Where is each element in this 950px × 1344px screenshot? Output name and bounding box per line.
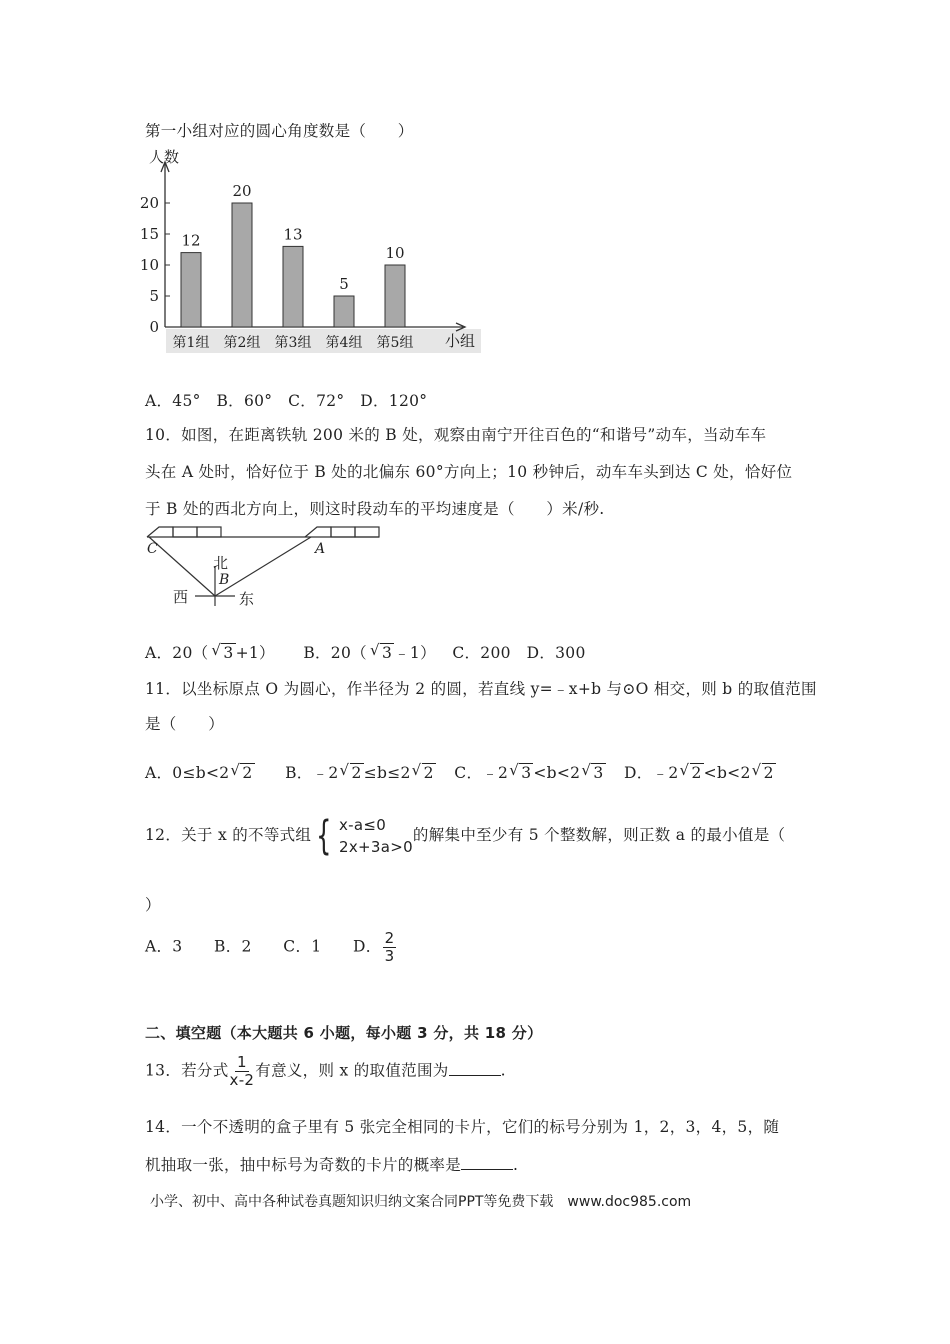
- q10-line-3: 于 B 处的西北方向上，则这时段动车的平均速度是（ ）米/秒.: [145, 500, 605, 518]
- q12-pre: 12．关于 x 的不等式组: [145, 826, 312, 844]
- bar-value-label: 5: [339, 275, 349, 293]
- q12-frac-num: 2: [384, 929, 395, 947]
- q12-line: [145, 814, 785, 858]
- x-category-label: 第5组: [376, 335, 414, 351]
- q10-opt-a-post: +1）: [235, 644, 275, 662]
- q10-line-1: 10．如图，在距离铁轨 200 米的 B 处，观察由南宁开往百色的“和谐号”动车，当动车车: [145, 426, 767, 444]
- q11-opt-c-radicand-2: √ 3: [591, 763, 605, 782]
- q10-opt-b-pre: B．20（: [303, 644, 367, 662]
- q11-opt-c-mid: <b<2: [533, 764, 581, 782]
- q11-opt-c-radicand-1: √ 3: [519, 763, 533, 782]
- x-category-label: 第1组: [172, 335, 210, 351]
- bar: [232, 203, 252, 327]
- bar: [385, 265, 405, 327]
- bar: [181, 253, 201, 327]
- q11-opt-b-mid: ≤b≤2: [363, 764, 411, 782]
- q11-opt-d-mid: <b<2: [703, 764, 751, 782]
- train-diagram: [143, 522, 388, 610]
- q11-opt-d-radicand-2: √ 2: [762, 763, 776, 782]
- q14-line-2: [145, 1153, 518, 1175]
- train-c-car-2: [197, 527, 221, 537]
- bar-value-label: 13: [283, 225, 303, 244]
- bar-chart: [139, 142, 488, 354]
- label-west: 西: [173, 588, 189, 606]
- x-axis-label: 小组: [445, 332, 476, 350]
- bar-value-label: 20: [232, 182, 252, 200]
- q11-line-2: 是（ ）: [145, 715, 225, 733]
- q9-stem: 第一小组对应的圆心角度数是（ ）: [145, 122, 414, 140]
- section-2-heading: 二、填空题（本大题共 6 小题，每小题 3 分，共 18 分）: [145, 1024, 543, 1042]
- label-north: 北: [213, 554, 229, 572]
- bar: [334, 296, 354, 327]
- bar-value-label: 12: [181, 231, 201, 250]
- q12-close: ）: [145, 896, 161, 914]
- q14-line-2-text: 机抽取一张，抽中标号为奇数的卡片的概率是: [145, 1156, 462, 1174]
- q13-post: 有意义，则 x 的取值范围为: [255, 1061, 449, 1080]
- q11-opt-b-pre: B．﹣2: [285, 764, 339, 782]
- q12-opt-d-fraction: [383, 930, 397, 965]
- bar-value-label: 10: [385, 244, 405, 262]
- x-category-label: 第4组: [325, 335, 363, 351]
- q10-opt-cd: C．200 D．300: [452, 644, 586, 662]
- q12-row-1: x-a≤0: [338, 816, 387, 834]
- q13-fraction: [230, 1054, 255, 1089]
- train-a-car-1: [331, 527, 355, 537]
- q11-options: [145, 761, 776, 783]
- q10-opt-b-radicand: √ 3: [380, 643, 394, 662]
- q11-opt-c-pre: C．﹣2: [454, 764, 509, 782]
- x-label-band: [166, 329, 481, 353]
- x-category-label: 第2组: [223, 335, 261, 351]
- y-tick-label: 10: [139, 256, 159, 274]
- q9-options: A．45° B．60° C．72° D．120°: [145, 392, 428, 410]
- label-a: A: [315, 541, 326, 557]
- q12-frac-den: 3: [384, 947, 395, 965]
- train-a-car-2: [355, 527, 379, 537]
- q12-brace: {: [316, 813, 332, 859]
- q14-end: .: [513, 1156, 519, 1174]
- line-ba: [215, 537, 311, 596]
- label-east: 东: [239, 590, 255, 608]
- y-tick-label: 0: [149, 318, 159, 336]
- q10-line-2: 头在 A 处时，恰好位于 B 处的北偏东 60°方向上；10 秒钟后，动车车头到达 C 处，恰好位: [145, 463, 793, 481]
- y-tick-label: 20: [139, 194, 159, 212]
- q11-opt-d-pre: D．﹣2: [624, 764, 679, 782]
- q13-frac-num: 1: [236, 1053, 247, 1071]
- q14-line-1: 14．一个不透明的盒子里有 5 张完全相同的卡片，它们的标号分别为 1，2，3，4，5，随: [145, 1118, 780, 1136]
- q13-line: [145, 1054, 506, 1089]
- x-category-label: 第3组: [274, 335, 312, 351]
- q11-opt-d-radicand-1: √ 2: [690, 763, 704, 782]
- train-c-nose: [147, 527, 173, 537]
- train-a-nose: [305, 527, 331, 537]
- q13-end: .: [500, 1061, 506, 1080]
- q10-opt-a-radicand: √ 3: [221, 643, 235, 662]
- q12-row-2: 2x+3a>0: [338, 838, 413, 856]
- q12-inequality-system: [311, 814, 413, 858]
- q12-opts-pre: A．3 B．2 C．1 D．: [145, 937, 382, 956]
- label-c: C: [147, 541, 158, 557]
- q13-pre: 13．若分式: [145, 1061, 229, 1080]
- q11-opt-a-pre: A．0≤b<2: [145, 764, 230, 782]
- page-footer: 小学、初中、高中各种试卷真题知识归纳文案合同PPT等免费下载 www.doc985.com: [150, 1194, 692, 1210]
- q11-line-1: 11．以坐标原点 O 为圆心，作半径为 2 的圆，若直线 y=﹣x+b 与⊙O 相交，则 b 的取值范围: [145, 680, 817, 698]
- label-b: B: [219, 572, 230, 588]
- q13-answer-blank: [449, 1061, 501, 1076]
- bar: [283, 246, 303, 327]
- q10-opt-b-post: ﹣1）: [394, 644, 436, 662]
- q11-opt-a-radicand: √ 2: [240, 763, 254, 782]
- q13-frac-den: x-2: [229, 1071, 255, 1089]
- q11-opt-b-radicand-2: √ 2: [422, 763, 436, 782]
- q12-post: 的解集中至少有 5 个整数解，则正数 a 的最小值是（: [412, 826, 786, 844]
- chart-y-label: 人数: [149, 148, 180, 166]
- y-tick-label: 15: [139, 225, 159, 243]
- q10-opt-a-pre: A．20（: [145, 644, 209, 662]
- q14-answer-blank: [461, 1155, 513, 1170]
- q12-options: [145, 930, 397, 965]
- y-tick-label: 5: [149, 287, 159, 305]
- q10-options: [145, 641, 586, 663]
- train-c-car-1: [173, 527, 197, 537]
- q11-opt-b-radicand-1: √ 2: [350, 763, 364, 782]
